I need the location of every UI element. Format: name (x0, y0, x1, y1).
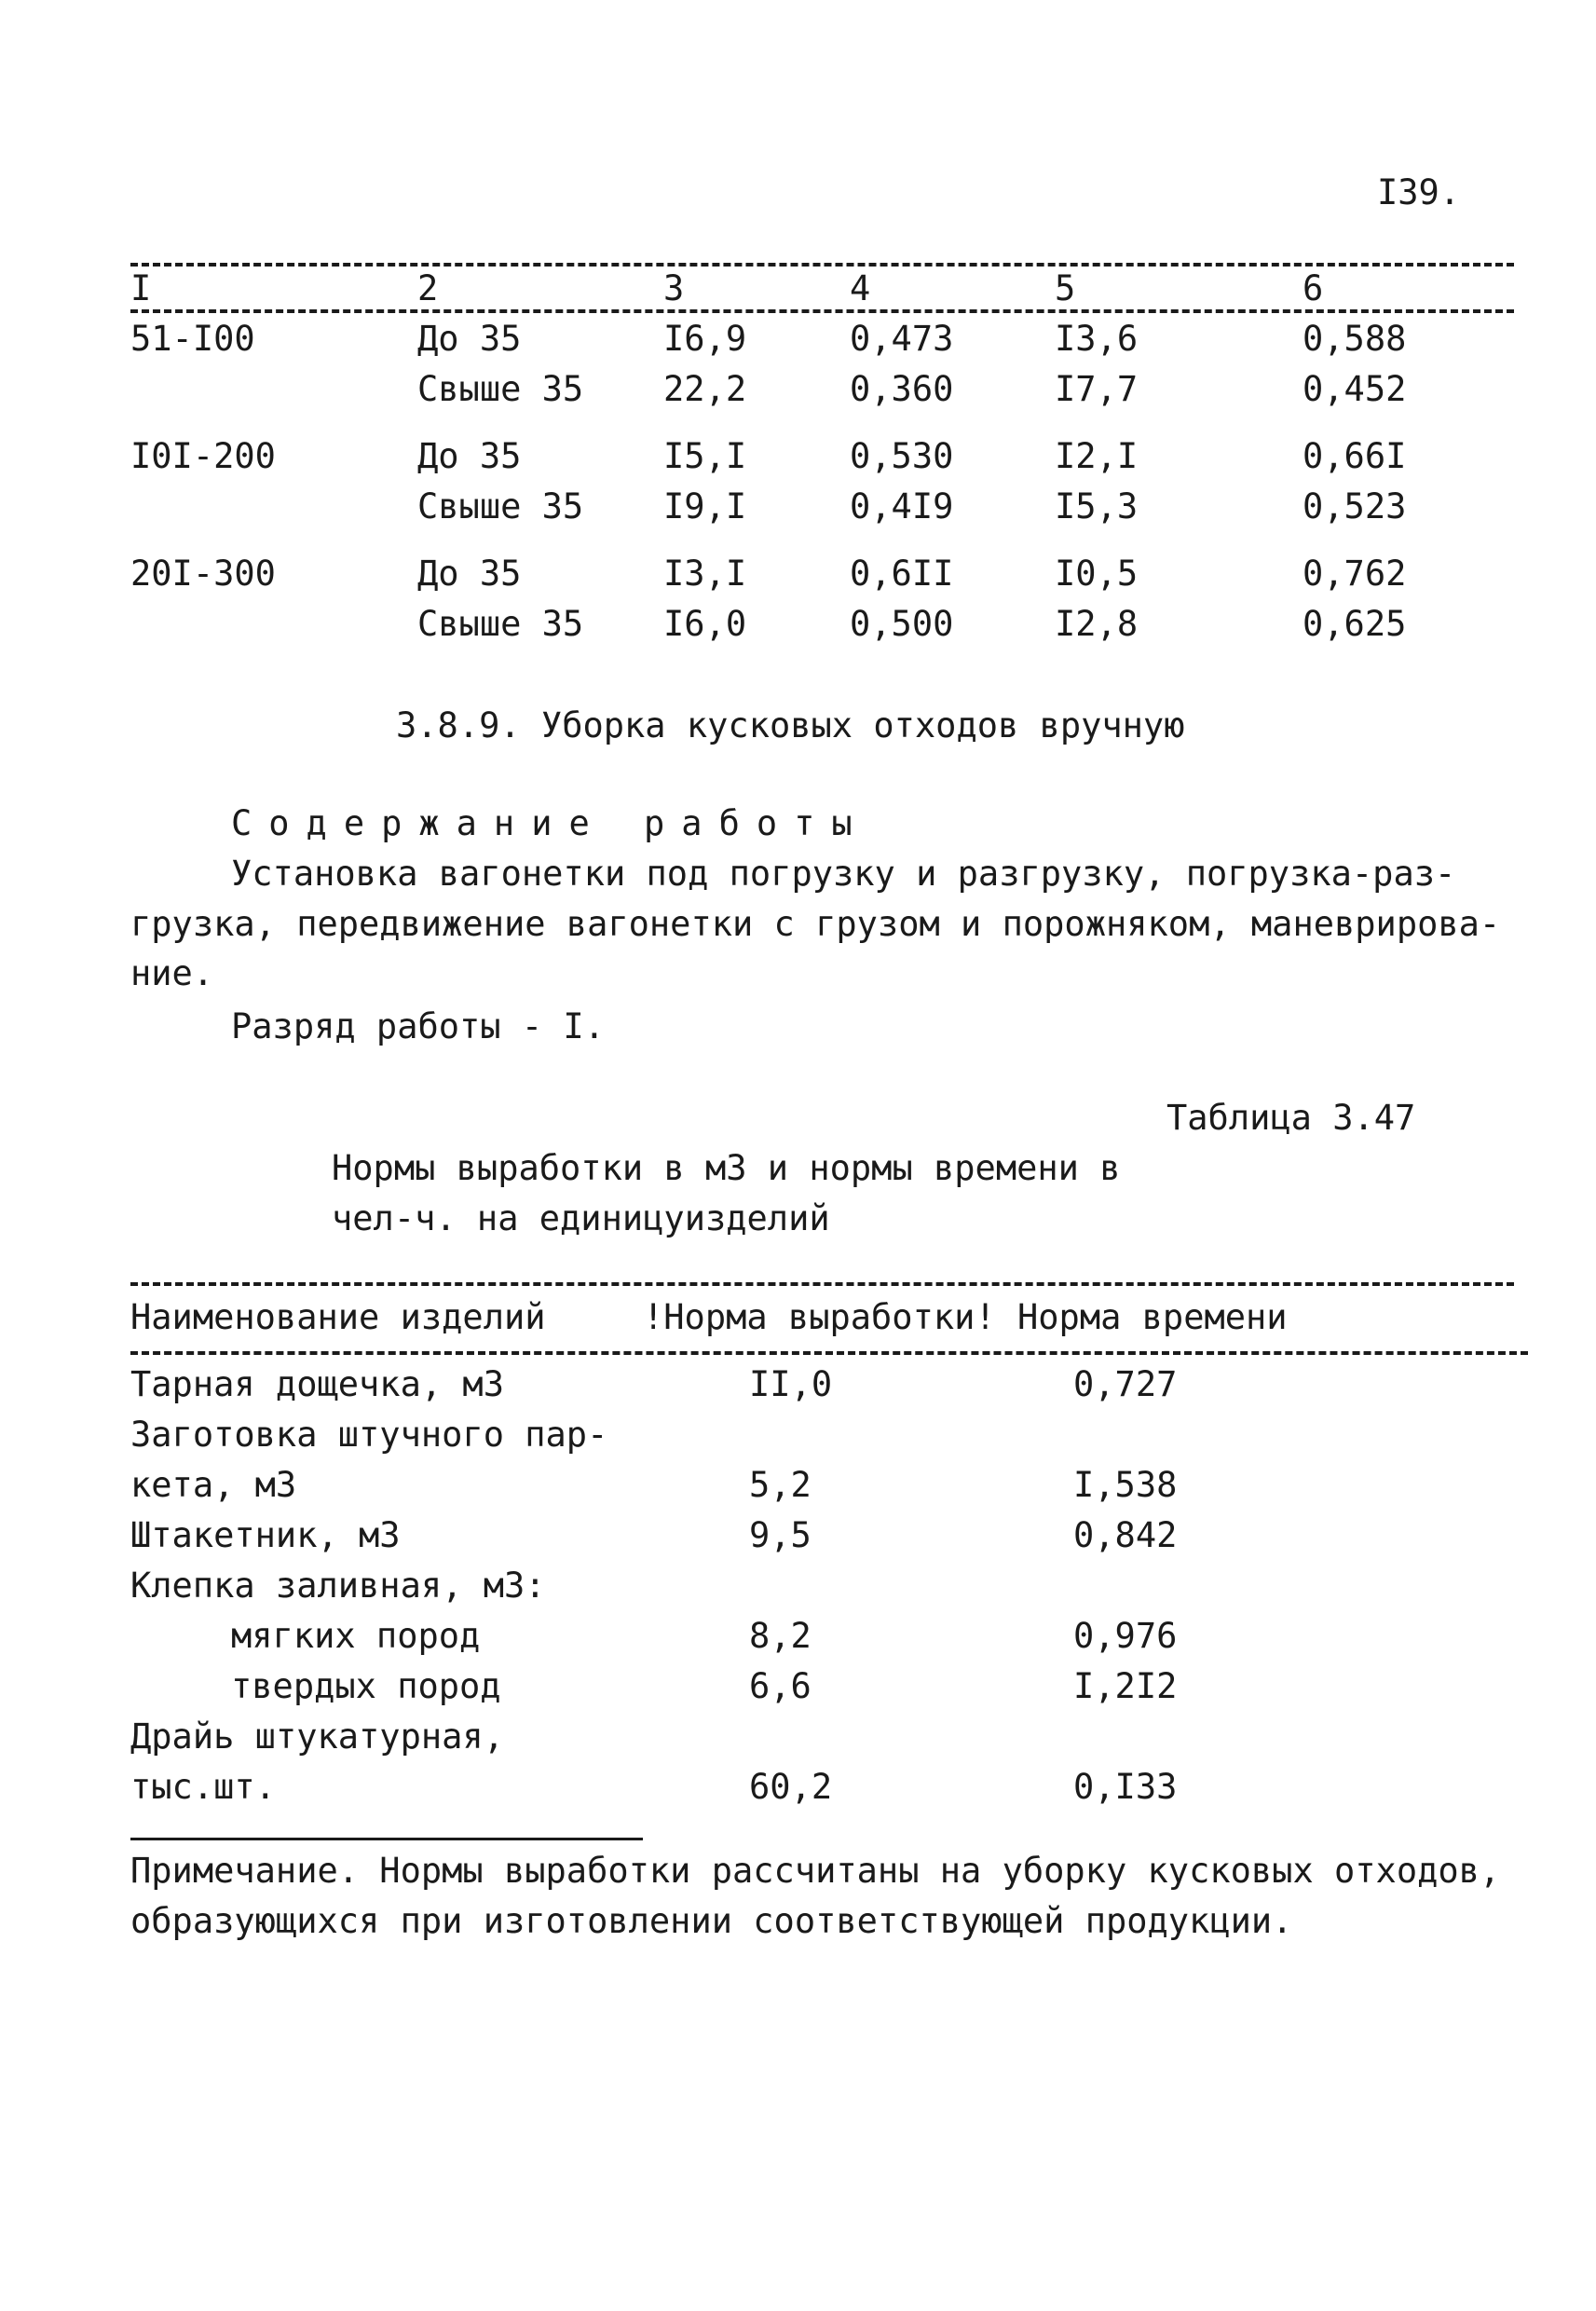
work-content-line: Установка вагонетки под погрузку и разгрузку, погрузка-раз- (231, 854, 1456, 894)
work-grade: Разряд работы - I. (231, 1006, 605, 1046)
table-cell: 20I-300 (130, 554, 276, 594)
table-cell: 0,I33 (1073, 1767, 1178, 1807)
table-cell: мягких пород (231, 1616, 481, 1656)
table-cell: 0,452 (1303, 369, 1407, 409)
table-cell: 0,500 (850, 604, 954, 644)
work-content-line: ние. (130, 953, 214, 993)
table-cell: 0,727 (1073, 1364, 1178, 1404)
table-cell: I0,5 (1055, 554, 1139, 594)
table-cell: I6,0 (663, 604, 747, 644)
section-title: 3.8.9. Уборка кусковых отходов вручную (396, 705, 1185, 745)
table-cell: 22,2 (663, 369, 747, 409)
column-header: 2 (417, 268, 439, 308)
column-header: Норма времени (1017, 1297, 1288, 1337)
table-cell: 0,588 (1303, 319, 1407, 359)
column-header: !Норма выработки! (643, 1297, 996, 1337)
table-cell: 0,625 (1303, 604, 1407, 644)
table-cell: твердых пород (231, 1666, 501, 1706)
table-cell: 51-I00 (130, 319, 255, 359)
table-cell: 0,360 (850, 369, 954, 409)
table-cell: I3,I (663, 554, 747, 594)
column-header: Наименование изделий (130, 1297, 546, 1337)
table-cell: Свыше 35 (417, 604, 584, 644)
table-cell: 0,523 (1303, 486, 1407, 526)
table-cell: 60,2 (749, 1767, 833, 1807)
table-cell: I5,I (663, 436, 747, 476)
table-cell: Клепка заливная, м3: (130, 1566, 546, 1606)
table-cell: кета, м3 (130, 1465, 297, 1505)
column-header: 5 (1055, 268, 1076, 308)
table-cell: Заготовка штучного пар- (130, 1415, 608, 1455)
footnote-rule (130, 1838, 643, 1840)
table-cell: I3,6 (1055, 319, 1139, 359)
table-cell: 0,842 (1073, 1515, 1178, 1555)
table-cell: I2,I (1055, 436, 1139, 476)
table-cell: I,2I2 (1073, 1666, 1178, 1706)
table-cell: Штакетник, м3 (130, 1515, 401, 1555)
table-cell: II,0 (749, 1364, 833, 1404)
table-cell: I6,9 (663, 319, 747, 359)
table-cell: 0,976 (1073, 1616, 1178, 1656)
table-cell: I5,3 (1055, 486, 1139, 526)
table-cell: I,538 (1073, 1465, 1178, 1505)
table-cell: тыс.шт. (130, 1767, 276, 1807)
table-cell: До 35 (417, 319, 522, 359)
table-1-top-rule (130, 263, 1514, 267)
table-cell: 0,473 (850, 319, 954, 359)
table-1-header-rule (130, 309, 1514, 313)
table-cell: 0,530 (850, 436, 954, 476)
table-2-caption-line: Нормы выработки в м3 и нормы времени в (332, 1148, 1121, 1188)
work-content-line: грузка, передвижение вагонетки с грузом и порожняком, маневрирова- (130, 904, 1501, 944)
table-2-caption-line: чел-ч. на единицуизделий (332, 1198, 830, 1238)
table-cell: I9,I (663, 486, 747, 526)
table-cell: I0I-200 (130, 436, 276, 476)
table-cell: 9,5 (749, 1515, 812, 1555)
page-number: I39. (1377, 172, 1461, 212)
table-cell: I2,8 (1055, 604, 1139, 644)
table-cell: 0,6II (850, 554, 954, 594)
table-cell: 0,4I9 (850, 486, 954, 526)
table-cell: До 35 (417, 554, 522, 594)
table-cell: Свыше 35 (417, 369, 584, 409)
note-line: образующихся при изготовлении соответствующей продукции. (130, 1901, 1293, 1941)
work-content-heading: Содержание работы (231, 803, 869, 843)
table-2-header-rule (130, 1351, 1528, 1355)
table-2-label: Таблица 3.47 (1166, 1098, 1416, 1138)
table-cell: 0,66I (1303, 436, 1407, 476)
column-header: 3 (663, 268, 685, 308)
table-cell: Драйь штукатурная, (130, 1716, 504, 1757)
note-line: Примечание. Нормы выработки рассчитаны на уборку кусковых отходов, (130, 1851, 1501, 1891)
table-cell: 8,2 (749, 1616, 812, 1656)
table-cell: 6,6 (749, 1666, 812, 1706)
table-2-top-rule (130, 1282, 1514, 1286)
table-cell: 0,762 (1303, 554, 1407, 594)
table-cell: 5,2 (749, 1465, 812, 1505)
column-header: 6 (1303, 268, 1324, 308)
column-header: I (130, 268, 152, 308)
table-cell: I7,7 (1055, 369, 1139, 409)
table-cell: Свыше 35 (417, 486, 584, 526)
table-cell: До 35 (417, 436, 522, 476)
column-header: 4 (850, 268, 871, 308)
table-cell: Тарная дощечка, м3 (130, 1364, 504, 1404)
